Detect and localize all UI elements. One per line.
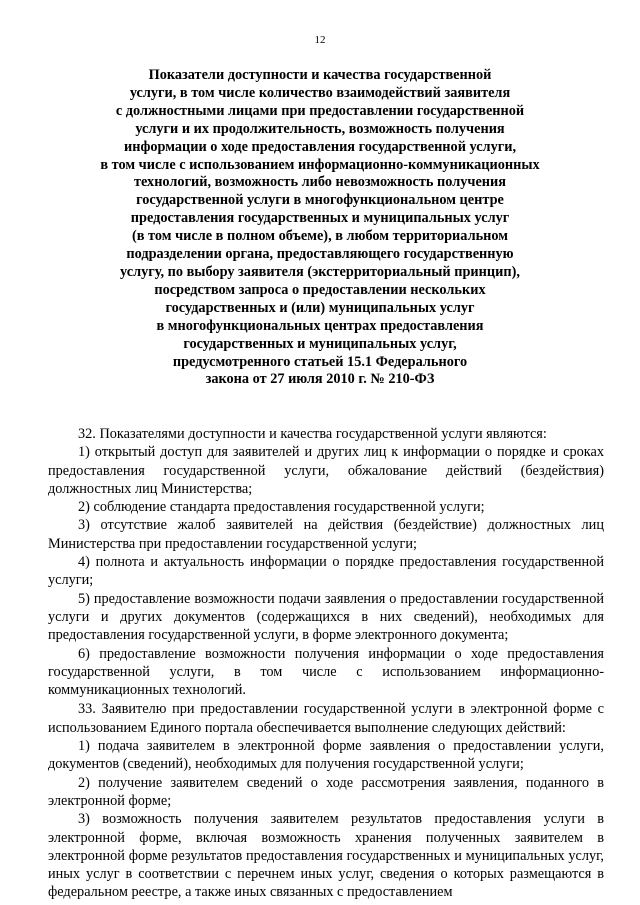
list-item: 2) получение заявителем сведений о ходе рассмотрения заявления, поданного в электронной форме; (48, 774, 604, 809)
list-item: 1) открытый доступ для заявителей и других лиц к информации о порядке и сроках предоставления государственной услуги, обжалование действий (бездействия) должностных лиц Министерства; (48, 444, 604, 497)
heading-line: услуги, в том числе количество взаимодействий заявителя (129, 84, 511, 101)
heading-line: информации о ходе предоставления государственной услуги, (123, 138, 517, 155)
list-item: 2) соблюдение стандарта предоставления государственной услуги; (78, 499, 485, 516)
list-item: 3) возможность получения заявителем результатов предоставления услуги в электронной форме, включая возможность хранения полученных заявителем в электронной форме результатов предоставления государственных и муниципальных услуг, иных услуг в соответствии с перечнем иных услуг, сведения о которых размещаются в федеральном реестре, а также иных связанных с предоставлением (48, 811, 604, 901)
document-body (48, 425, 604, 902)
list-item: 5) предоставление возможности подачи заявления о предоставлении государственной услуги и других документов (содержащихся в них сведений), необходимых для предоставления государственной услуги, в форме электронного документа; (48, 590, 604, 644)
heading-line: технологий, возможность либо невозможность получения (133, 174, 507, 191)
heading-line: государственных и муниципальных услуг, (183, 335, 457, 352)
heading-line: в многофункциональных центрах предоставления (156, 317, 484, 334)
section-heading (40, 67, 600, 389)
heading-line: предоставления государственных и муниципальных услуг (130, 210, 510, 227)
heading-line: государственных и (или) муниципальных услуг (165, 299, 475, 316)
list-item: 4) полнота и актуальность информации о порядке предоставления государственной услуги; (48, 554, 604, 589)
heading-line: государственной услуги в многофункциональном центре (136, 192, 504, 209)
heading-line: посредством запроса о предоставлении нескольких (154, 281, 486, 298)
heading-line: подразделении органа, предоставляющего государственную (126, 246, 514, 263)
heading-line: (в том числе в полном объеме), в любом территориальном (132, 228, 508, 245)
list-item: 1) подача заявителем в электронной форме заявления о предоставлении услуги, документов (сведений), необходимых для получения государственной услуги; (48, 738, 604, 773)
heading-line: с должностными лицами при предоставлении государственной (115, 102, 525, 119)
heading-line: услугу, по выбору заявителя (экстерриториальный принцип), (120, 263, 520, 280)
heading-line: в том числе с использованием информационно-коммуникационных (100, 156, 540, 173)
paragraph-32: 32. Показателями доступности и качества государственной услуги являются: (78, 426, 547, 442)
heading-line: предусмотренного статьей 15.1 Федерального (172, 353, 468, 370)
heading-line: услуги и их продолжительность, возможность получения (135, 120, 505, 137)
list-item: 6) предоставление возможности получения информации о ходе предоставления государственной услуги, в том числе с использованием информационно-коммуникационных технологий. (48, 645, 604, 699)
list-item: 3) отсутствие жалоб заявителей на действия (бездействие) должностных лиц Министерства при предоставлении государственной услуги; (48, 517, 604, 552)
heading-line: закона от 27 июля 2010 г. № 210-ФЗ (205, 371, 435, 388)
page-number: 12 (314, 34, 326, 46)
paragraph-33: 33. Заявителю при предоставлении государственной услуги в электронной форме с использованием Единого портала обеспечивается выполнение следующих действий: (48, 701, 604, 736)
heading-line: Показатели доступности и качества государственной (148, 67, 492, 83)
